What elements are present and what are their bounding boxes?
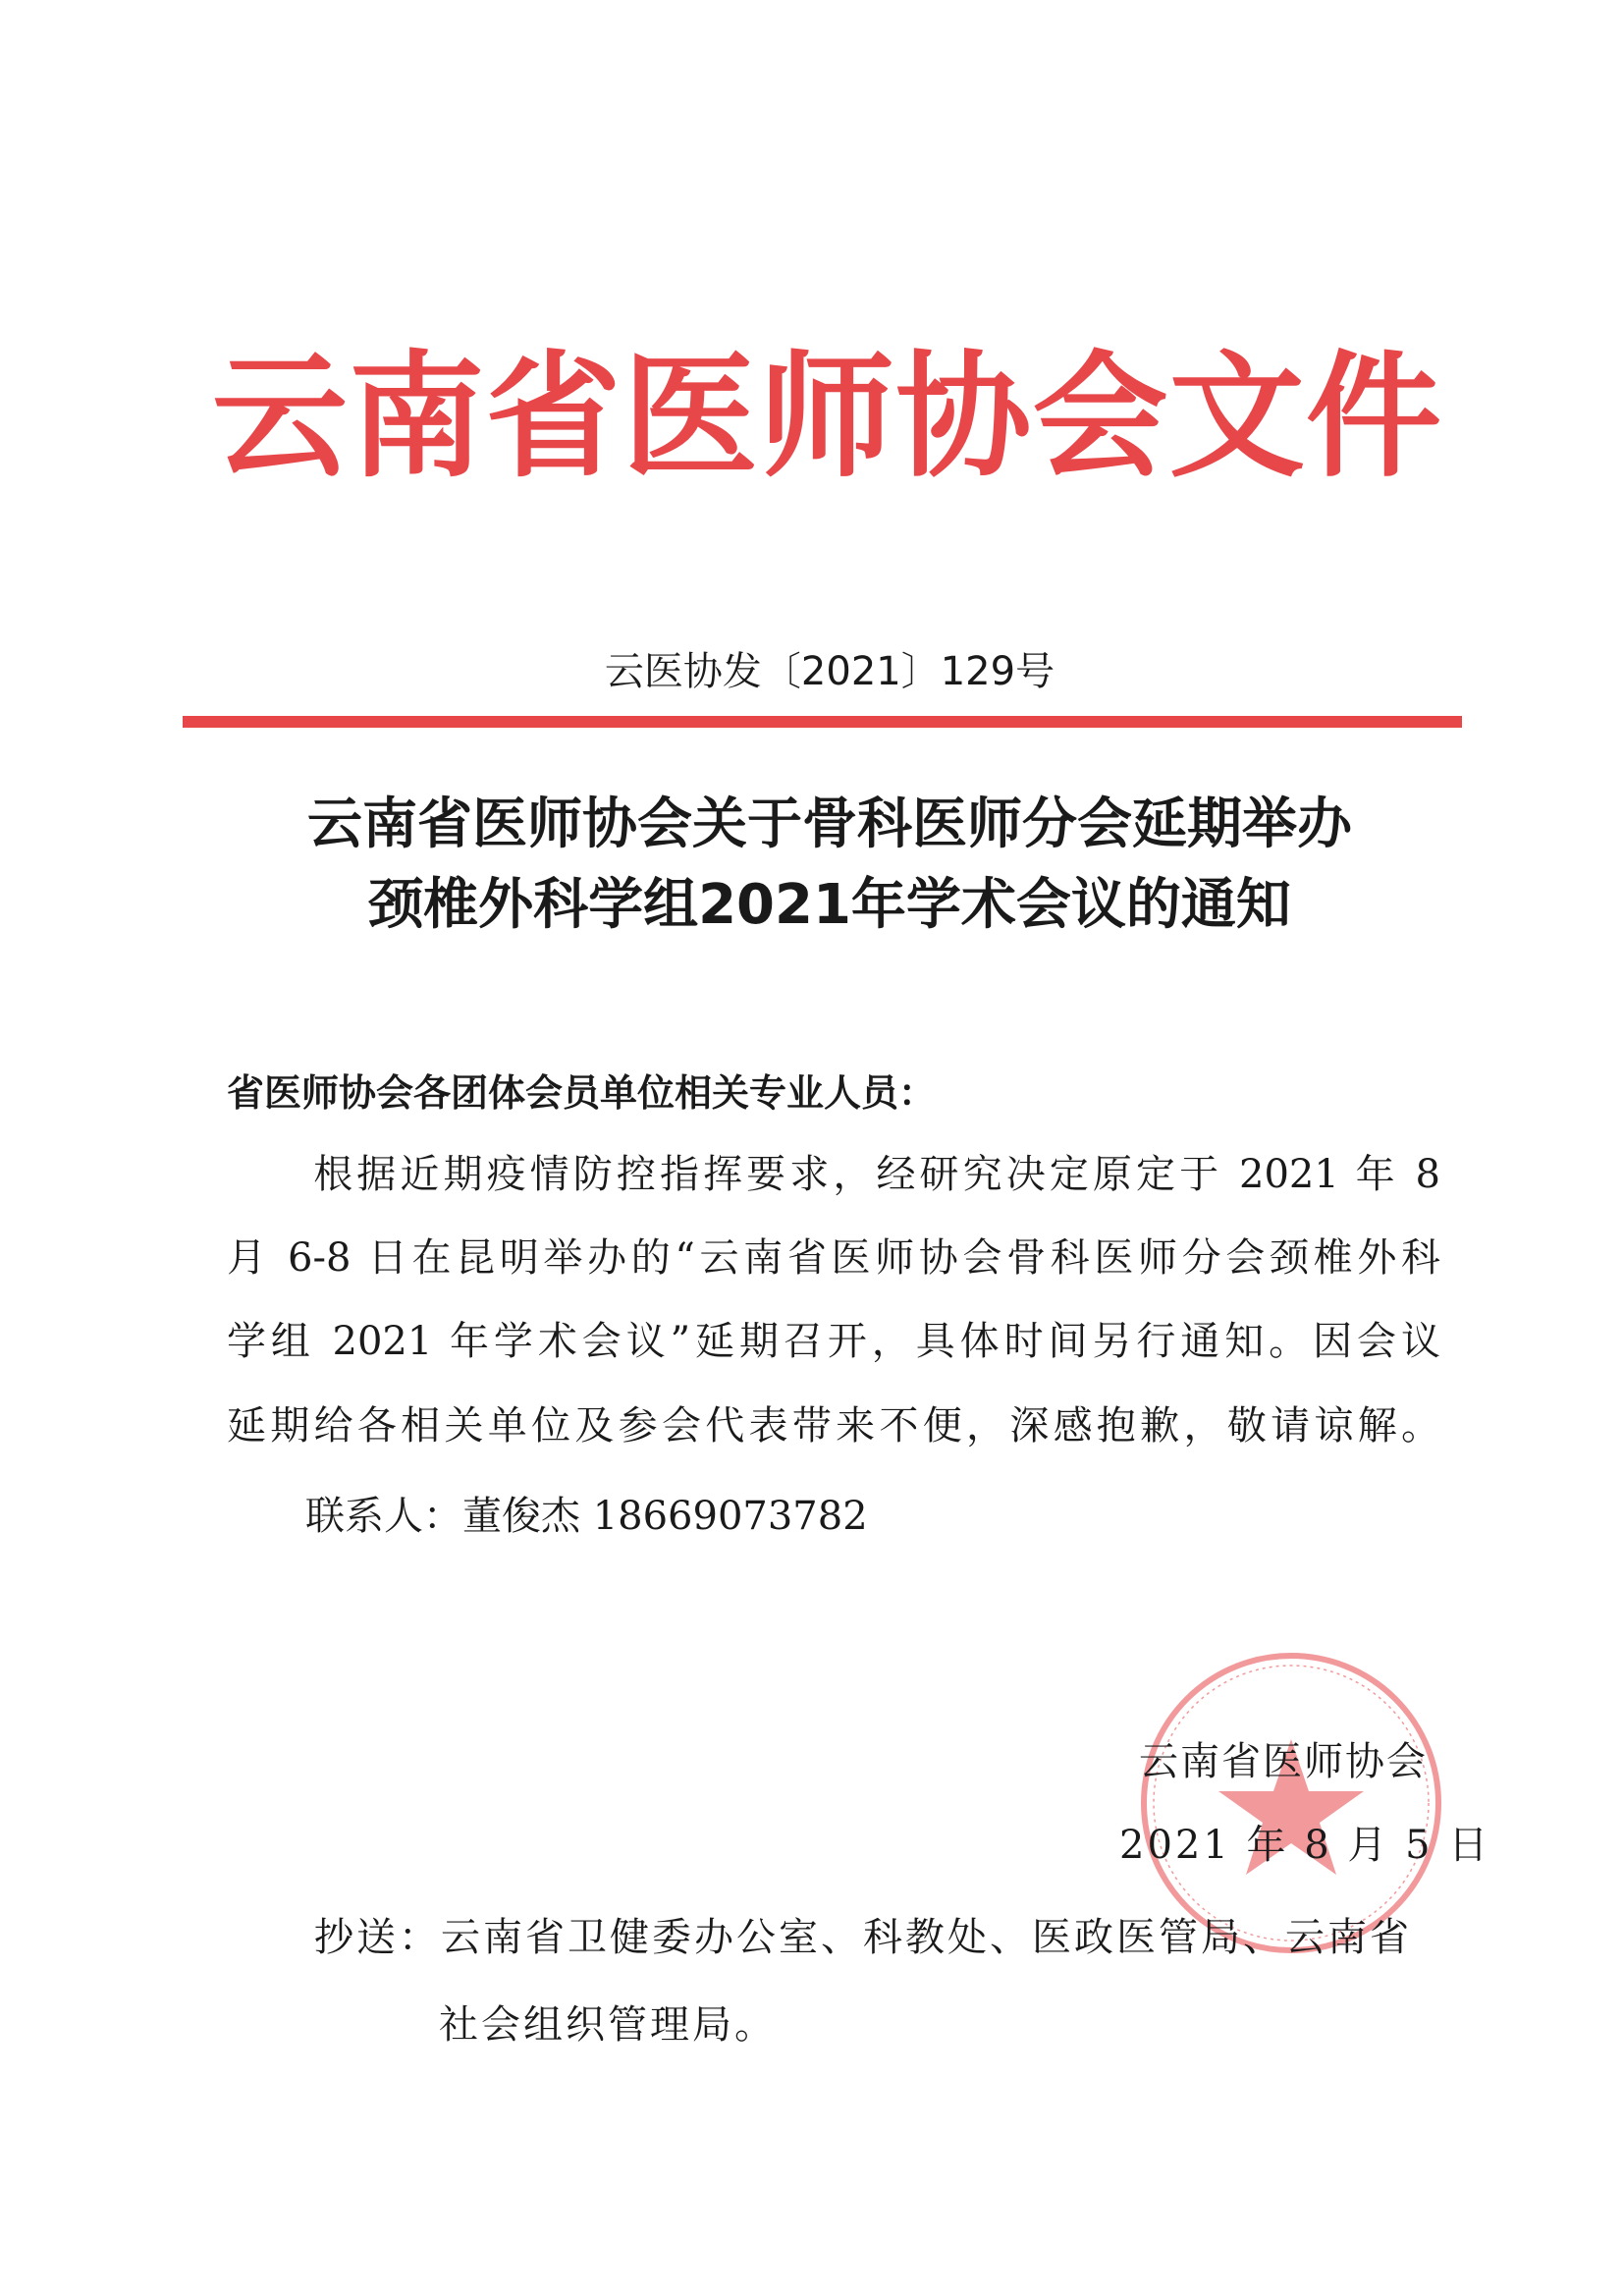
body-line: 延期给各相关单位及参会代表带来不便，深感抱歉，敬请谅解。: [227, 1403, 1440, 1449]
notice-title-line-2: 颈椎外科学组2021年学术会议的通知: [368, 873, 1291, 937]
red-divider: [183, 716, 1462, 728]
document-number: 云医协发〔2021〕129号: [604, 649, 1055, 694]
signature-org: 云南省医师协会: [1139, 1739, 1428, 1784]
notice-title-line-1: 云南省医师协会关于骨科医师分会延期举办: [307, 793, 1352, 856]
body-line: 月 6-8 日在昆明举办的“云南省医师协会骨科医师分会颈椎外科: [227, 1235, 1440, 1281]
signature-date: 2021 年 8 月 5 日: [1119, 1823, 1491, 1868]
cc-line-2: 社会组织管理局。: [439, 2002, 777, 2048]
body-line: 学组 2021 年学术会议”延期召开，具体时间另行通知。因会议: [227, 1319, 1440, 1364]
body-line: 根据近期疫情防控指挥要求，经研究决定原定于 2021 年 8: [227, 1152, 1440, 1197]
document-header-title: 云南省医师协会文件: [212, 338, 1440, 496]
contact-line: 联系人：董俊杰 18669073782: [227, 1494, 868, 1539]
cc-line-1: 抄送：云南省卫健委办公室、科教处、医政医管局、云南省: [314, 1915, 1412, 1960]
salutation: 省医师协会各团体会员单位相关专业人员：: [227, 1071, 937, 1115]
